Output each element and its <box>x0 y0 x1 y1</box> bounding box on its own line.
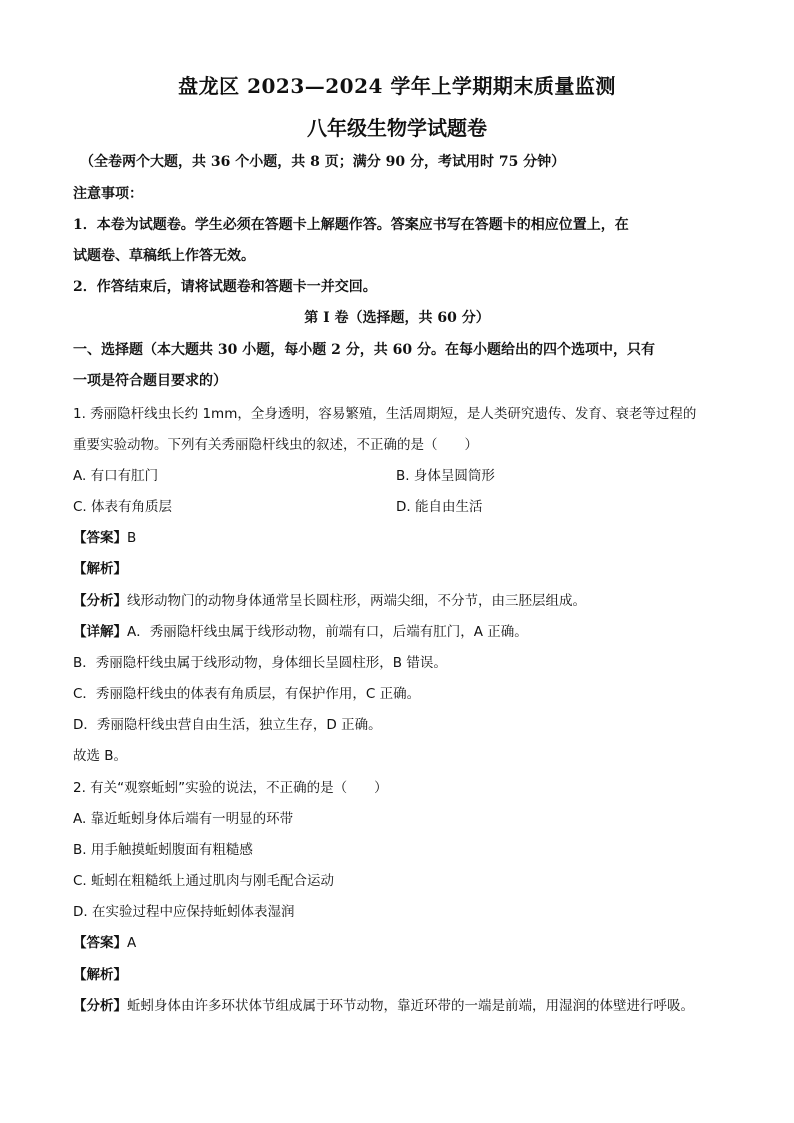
q1-fenxi <box>73 589 586 609</box>
q1-answer-tag: 【答案】 <box>73 530 127 546</box>
q2-analysis-tag <box>73 963 127 983</box>
q1-detail-b: B．秀丽隐杆线虫属于线形动物，身体细长呈圆柱形，B 错误。 <box>73 655 447 671</box>
notice-item-1-line-1: 1．本卷为试题卷。学生必须在答题卡上解题作答。答案应书写在答题卡的相应位置上，在 <box>73 217 629 233</box>
q1-answer <box>73 526 136 546</box>
q1-xiangjie-tag: 【详解】 <box>73 624 127 640</box>
q1-option-a: A. 有口有肛门 <box>73 468 159 484</box>
q2-option-a: A. 靠近蚯蚓身体后端有一明显的环带 <box>73 811 294 827</box>
q2-answer <box>73 931 136 951</box>
q2-answer-value: A <box>127 935 137 951</box>
q2-fenxi-text: 蚯蚓身体由许多环状体节组成属于环节动物，靠近环带的一端是前端，用湿润的体壁进行呼吸。 <box>127 998 694 1014</box>
q1-option-b: B. 身体呈圆筒形 <box>396 468 495 484</box>
q1-conclusion: 故选 B。 <box>73 748 128 764</box>
q1-detail-a-text: A．秀丽隐杆线虫属于线形动物，前端有口，后端有肛门，A 正确。 <box>127 624 528 640</box>
q2-option-d: D. 在实验过程中应保持蚯蚓体表湿润 <box>73 904 295 920</box>
q2-answer-tag: 【答案】 <box>73 935 127 951</box>
exam-subtitle: 八年级生物学试题卷 <box>307 116 487 140</box>
exam-info: （全卷两个大题，共 36 个小题，共 8 页；满分 90 分，考试用时 75 分钟） <box>80 154 566 170</box>
q2-fenxi-tag: 【分析】 <box>73 998 127 1014</box>
q1-fenxi-text: 线形动物门的动物身体通常呈长圆柱形，两端尖细，不分节，由三胚层组成。 <box>127 593 586 609</box>
q2-fenxi <box>73 994 694 1014</box>
q2-option-b: B. 用手触摸蚯蚓腹面有粗糙感 <box>73 842 253 858</box>
section-intro-line-1: 一、选择题（本大题共 30 小题，每小题 2 分，共 60 分。在每小题给出的四个选项中，只有 <box>73 342 655 358</box>
exam-title: 盘龙区 2023—2024 学年上学期期末质量监测 <box>178 74 616 98</box>
section-intro-line-2: 一项是符合题目要求的） <box>73 373 227 389</box>
q1-detail-c: C．秀丽隐杆线虫的体表有角质层，有保护作用，C 正确。 <box>73 686 421 702</box>
q1-fenxi-tag: 【分析】 <box>73 593 127 609</box>
notice-item-1-line-2: 试题卷、草稿纸上作答无效。 <box>73 248 255 264</box>
q1-option-d: D. 能自由生活 <box>396 499 483 515</box>
q2-stem: 2. 有关“观察蚯蚓”实验的说法，不正确的是（ ） <box>73 780 388 796</box>
section-title: 第 I 卷（选择题，共 60 分） <box>304 310 490 326</box>
q1-detail-a <box>73 620 528 640</box>
q1-detail-d: D．秀丽隐杆线虫营自由生活，独立生存，D 正确。 <box>73 717 382 733</box>
q1-stem-line-1: 1. 秀丽隐杆线虫长约 1mm，全身透明，容易繁殖，生活周期短，是人类研究遗传、发育、衰老等过程的 <box>73 406 697 422</box>
q2-option-c: C. 蚯蚓在粗糙纸上通过肌肉与刚毛配合运动 <box>73 873 335 889</box>
q1-answer-value: B <box>127 530 137 546</box>
q2-analysis-label: 【解析】 <box>73 967 127 983</box>
q1-analysis-label: 【解析】 <box>73 561 127 577</box>
q1-stem-line-2: 重要实验动物。下列有关秀丽隐杆线虫的叙述，不正确的是（ ） <box>73 437 478 453</box>
notice-item-2: 2．作答结束后，请将试题卷和答题卡一并交回。 <box>73 279 377 295</box>
q1-option-c: C. 体表有角质层 <box>73 499 173 515</box>
q1-analysis-tag <box>73 557 127 577</box>
notice-heading: 注意事项： <box>73 186 143 202</box>
